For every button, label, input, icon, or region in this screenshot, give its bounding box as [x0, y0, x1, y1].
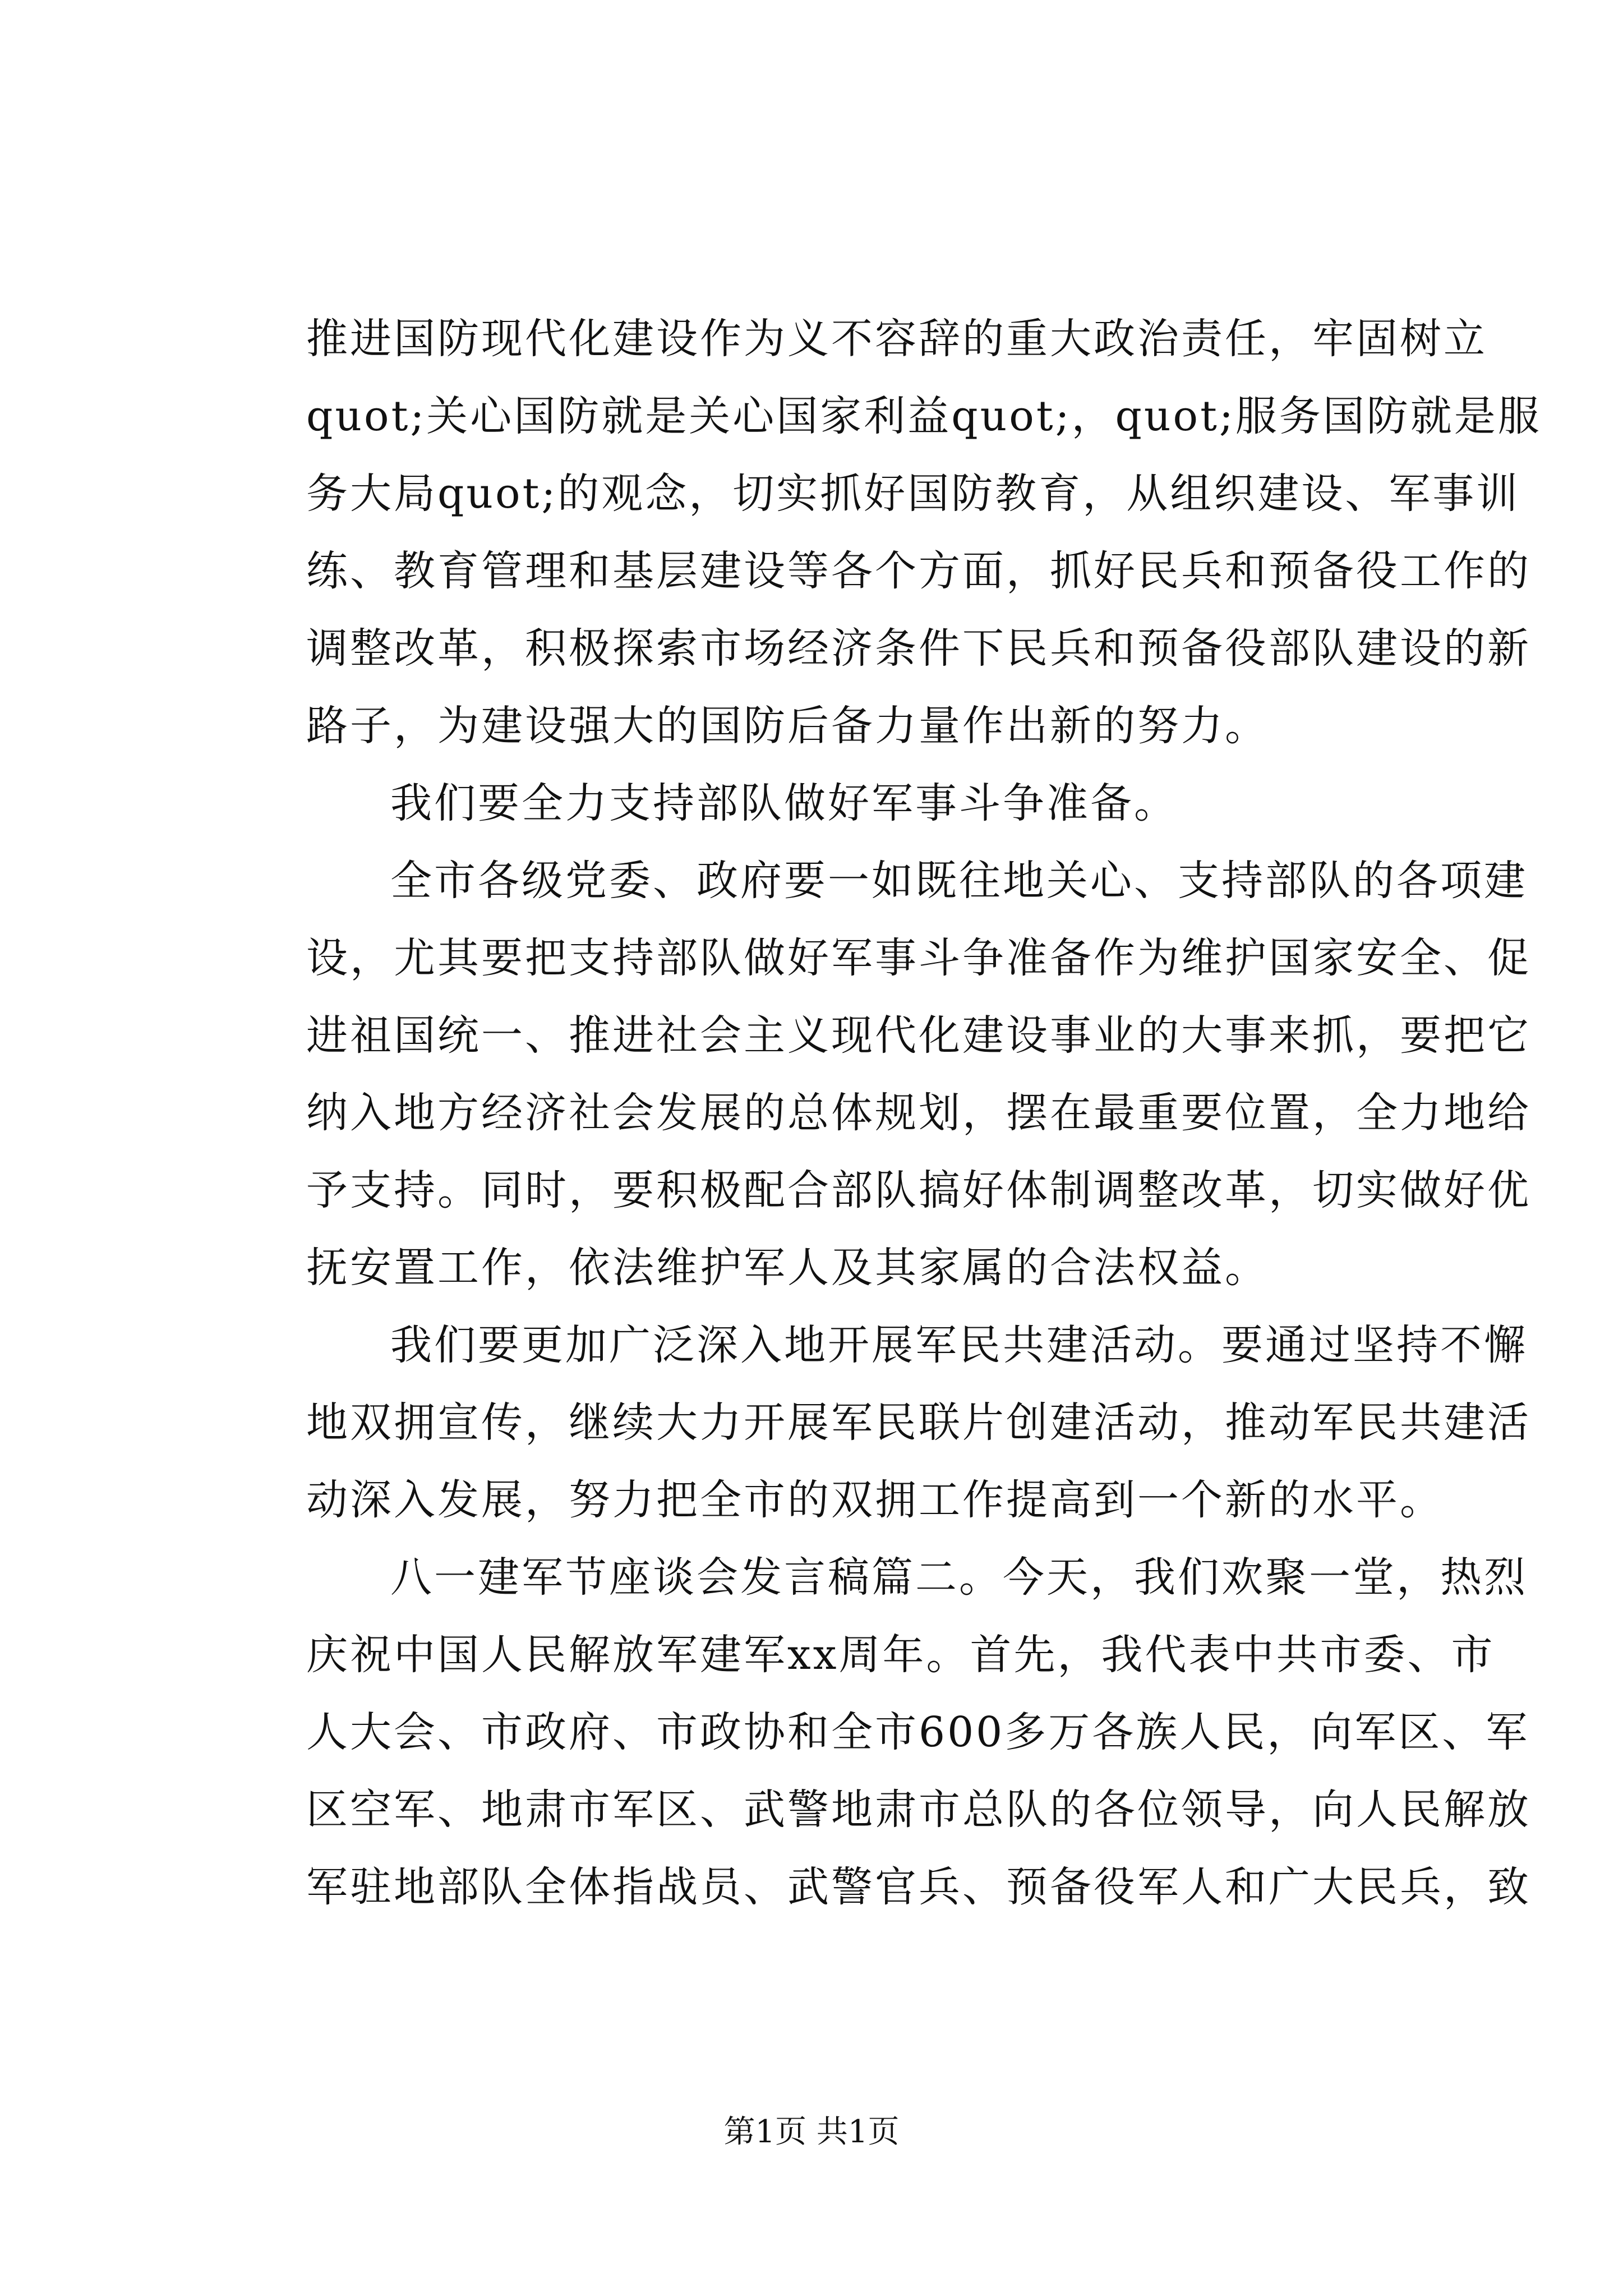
text-line: 予支持。同时，要积极配合部队搞好体制调整改革，切实做好优: [306, 1166, 1531, 1214]
text-line: 推进国防现代化建设作为义不容辞的重大政治责任，牢固树立: [306, 315, 1487, 363]
text-line: 抚安置工作，依法维护军人及其家属的合法权益。: [306, 1244, 1269, 1292]
text-line: 人大会、市政府、市政协和全市600多万各族人民，向军区、军: [306, 1708, 1530, 1756]
text-line: 我们要更加广泛深入地开展军民共建活动。要通过坚持不懈: [390, 1321, 1528, 1369]
text-line: 设，尤其要把支持部队做好军事斗争准备作为维护国家安全、促: [306, 934, 1531, 982]
text-line: 全市各级党委、政府要一如既往地关心、支持部队的各项建: [390, 857, 1528, 905]
text-line: 纳入地方经济社会发展的总体规划，摆在最重要位置，全力地给: [306, 1089, 1531, 1137]
text-line: 庆祝中国人民解放军建军xx周年。首先，我代表中共市委、市: [306, 1631, 1495, 1679]
text-line: 军驻地部队全体指战员、武警官兵、预备役军人和广大民兵，致: [306, 1863, 1531, 1911]
page-number-footer: 第1页 共1页: [723, 2114, 900, 2150]
text-line: 区空军、地肃市军区、武警地肃市总队的各位领导，向人民解放: [306, 1786, 1531, 1834]
text-line: 地双拥宣传，继续大力开展军民联片创建活动，推动军民共建活: [306, 1398, 1531, 1447]
text-line: 进祖国统一、推进社会主义现代化建设事业的大事来抓，要把它: [306, 1011, 1531, 1060]
text-line: quot;关心国防就是关心国家利益quot;，quot;服务国防就是服: [306, 392, 1542, 440]
paragraph-heading: 我们要全力支持部队做好军事斗争准备。: [390, 779, 1178, 827]
document-body: [306, 300, 1542, 1926]
text-line: 练、教育管理和基层建设等各个方面，抓好民兵和预备役工作的: [306, 547, 1531, 595]
text-line: 调整改革，积极探索市场经济条件下民兵和预备役部队建设的新: [306, 624, 1531, 673]
text-line: 路子，为建设强大的国防后备力量作出新的努力。: [306, 702, 1269, 750]
text-line: 八一建军节座谈会发言稿篇二。今天，我们欢聚一堂，热烈: [390, 1553, 1528, 1602]
text-line: 务大局quot;的观念，切实抓好国防教育，从组织建设、军事训: [306, 470, 1520, 518]
text-line: 动深入发展，努力把全市的双拥工作提高到一个新的水平。: [306, 1476, 1444, 1524]
